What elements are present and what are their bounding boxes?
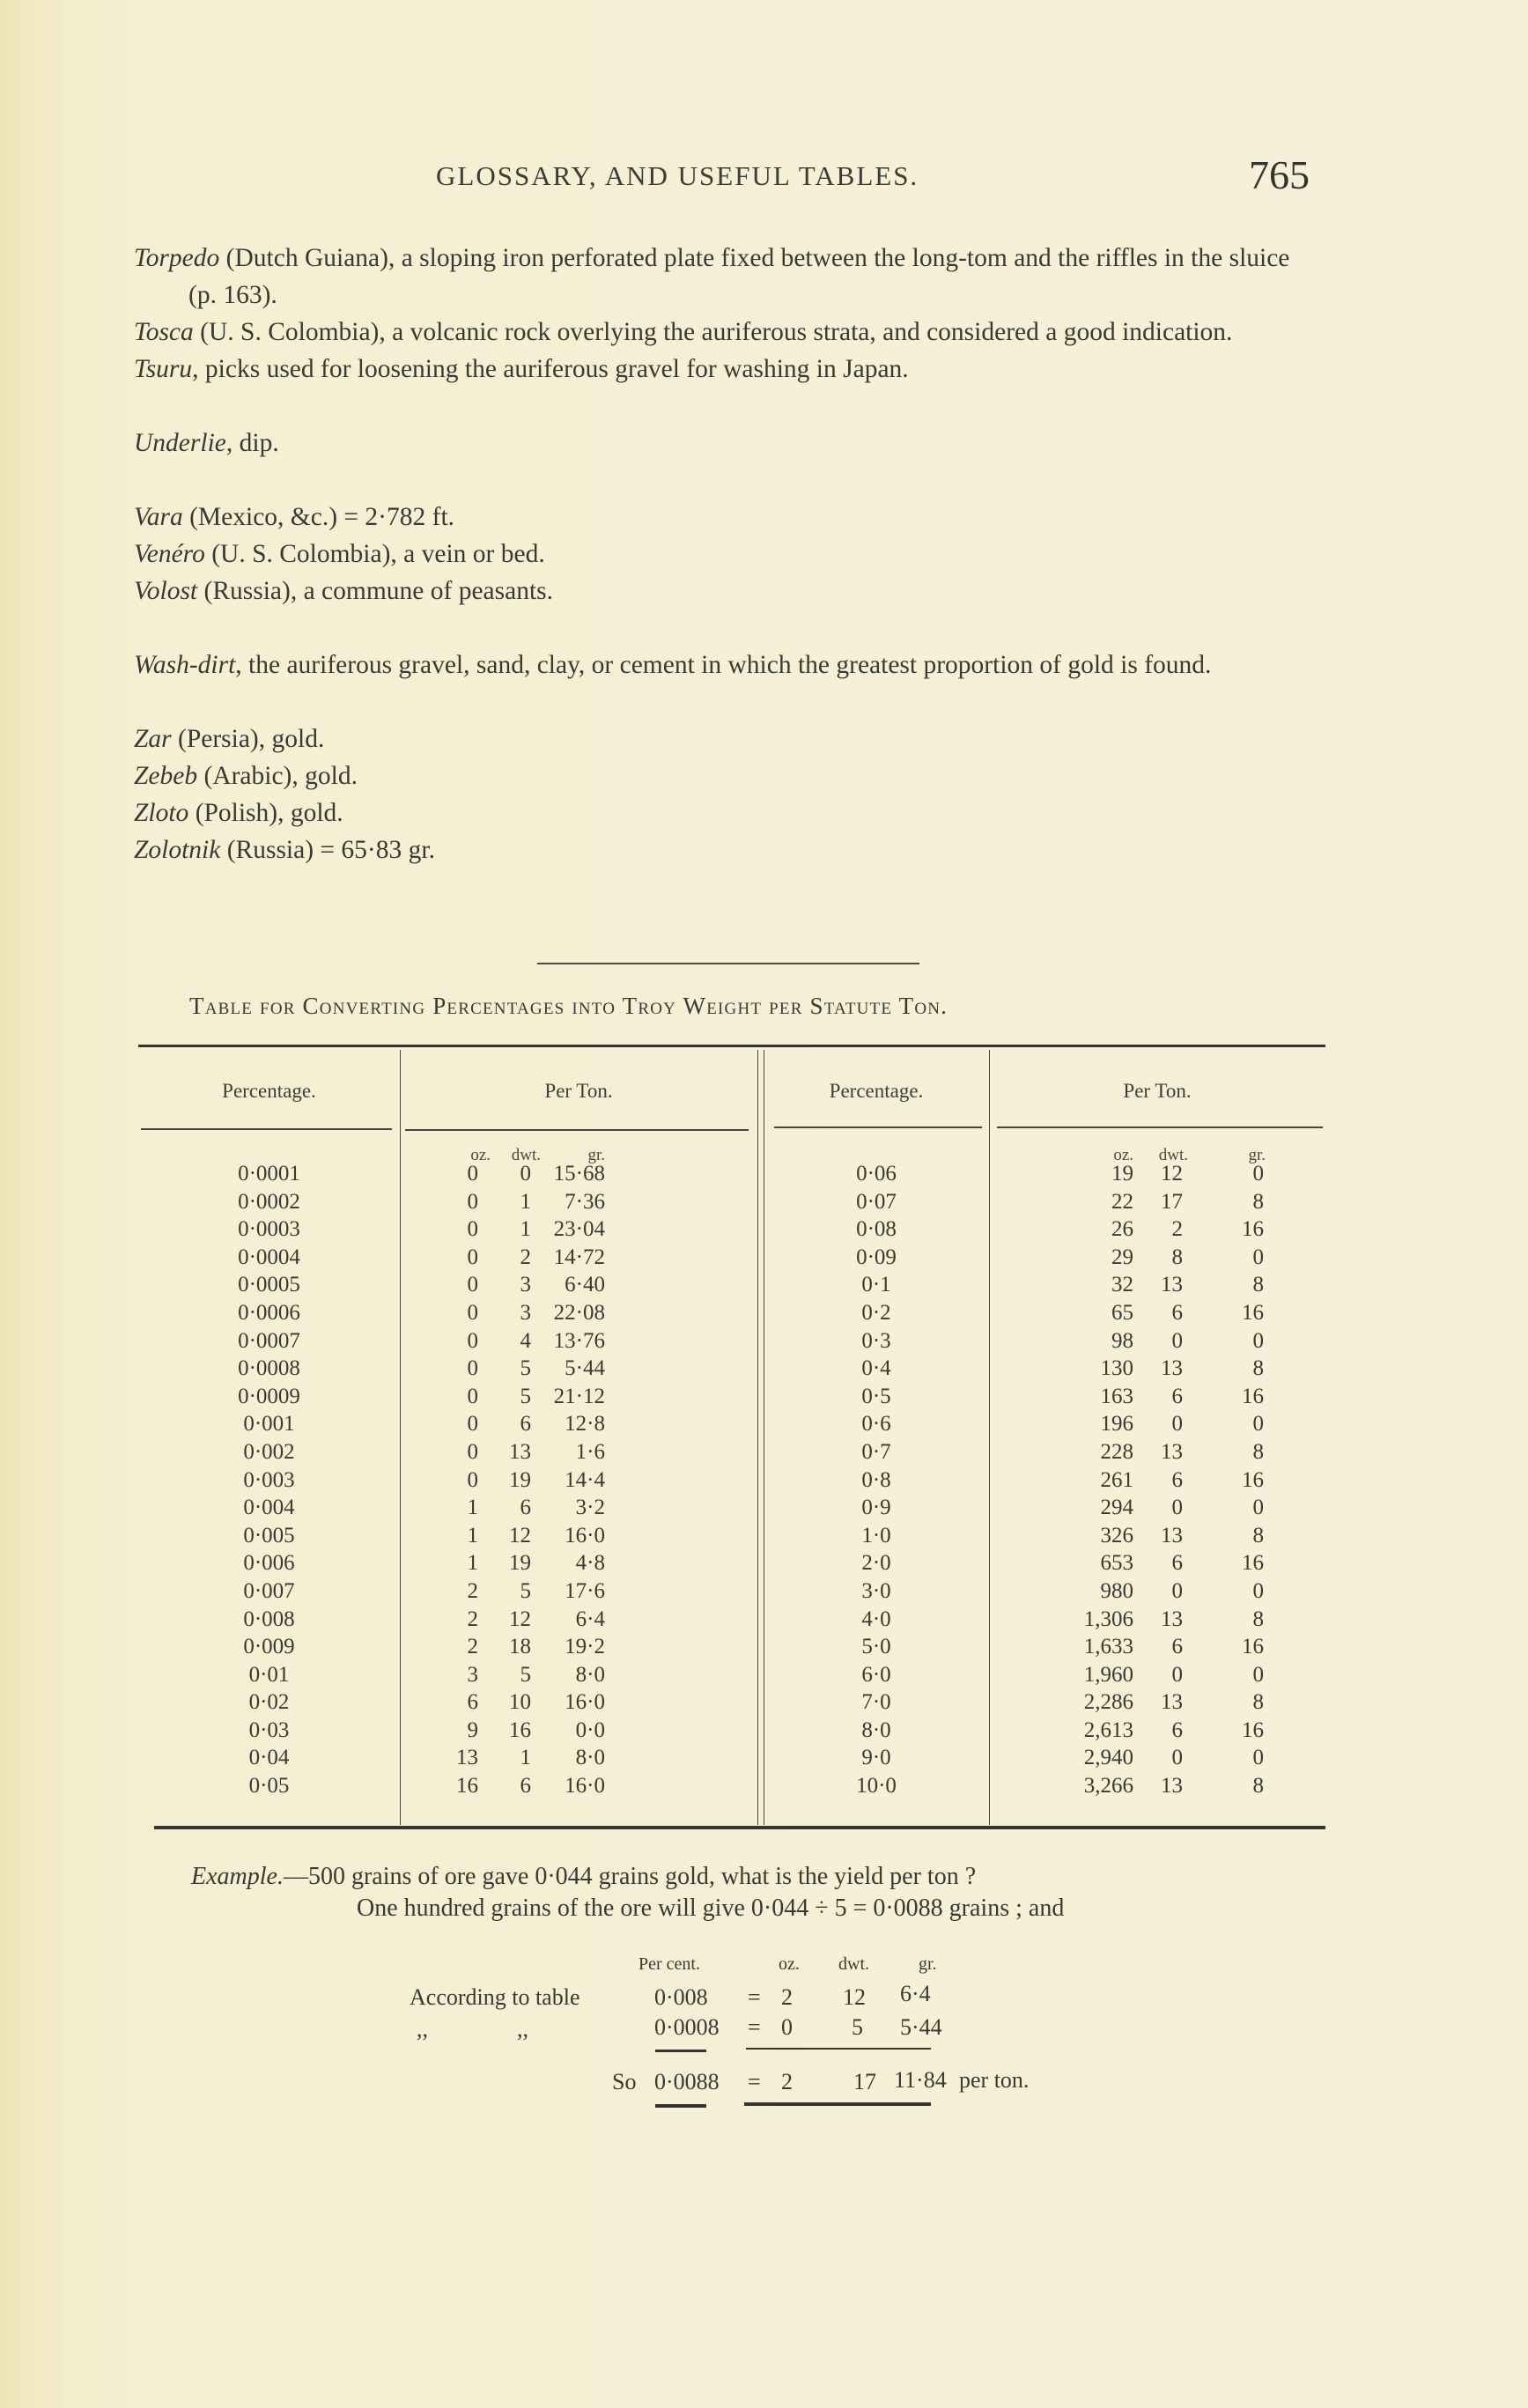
glossary-term: Tosca bbox=[134, 318, 194, 346]
cell-percentage: 7·0 bbox=[861, 1690, 891, 1715]
header-rule bbox=[774, 1126, 982, 1128]
cell-oz: 2 bbox=[467, 1578, 478, 1603]
cell-oz: 0 bbox=[467, 1300, 478, 1325]
cell-gr: 6·4 bbox=[575, 1607, 605, 1631]
cell-dwt: 0 bbox=[1171, 1412, 1183, 1437]
cell-oz: 0 bbox=[467, 1356, 478, 1381]
cell-oz: 326 bbox=[1100, 1523, 1133, 1547]
calc-row1-oz: 2 bbox=[781, 1984, 793, 2010]
cell-oz: 16 bbox=[456, 1774, 478, 1799]
cell-gr: 8·0 bbox=[575, 1746, 605, 1770]
table-title: Table for Converting Percentages into Troy Weight per Statute Ton. bbox=[189, 993, 949, 1019]
unit-dwt: dwt. bbox=[511, 1146, 541, 1164]
calc-row2-dwt: 5 bbox=[852, 2014, 863, 2040]
cell-dwt: 5 bbox=[520, 1578, 531, 1603]
header-rule bbox=[405, 1129, 749, 1131]
cell-gr: 8 bbox=[1252, 1356, 1264, 1381]
calc-row3-oz: 2 bbox=[781, 2069, 793, 2094]
glossary-list bbox=[134, 240, 1318, 868]
running-head: GLOSSARY, AND USEFUL TABLES. bbox=[436, 160, 919, 191]
right-dwt-column bbox=[1142, 1160, 1183, 1800]
glossary-term: Vara bbox=[134, 503, 183, 531]
cell-dwt: 8 bbox=[1171, 1245, 1183, 1269]
cell-percentage: 0·4 bbox=[861, 1356, 891, 1381]
header-per-ton-right: Per Ton. bbox=[1123, 1080, 1192, 1102]
cell-dwt: 5 bbox=[520, 1384, 531, 1408]
cell-percentage: 0·3 bbox=[861, 1328, 891, 1353]
header-percentage-left: Percentage. bbox=[222, 1080, 316, 1102]
glossary-definition: , dip. bbox=[225, 429, 279, 457]
header-rule bbox=[141, 1128, 392, 1130]
cell-gr: 14·72 bbox=[553, 1245, 605, 1269]
cell-oz: 2,613 bbox=[1083, 1717, 1133, 1742]
cell-percentage: 8·0 bbox=[861, 1717, 891, 1742]
calc-row1-gr: 6·4 bbox=[900, 1981, 931, 2006]
cell-dwt: 1 bbox=[520, 1217, 531, 1242]
ditto-mark: ,, bbox=[517, 2016, 528, 2042]
cell-dwt: 13 bbox=[1161, 1690, 1183, 1715]
cell-oz: 0 bbox=[467, 1328, 478, 1353]
cell-percentage: 0·0005 bbox=[238, 1273, 300, 1297]
cell-oz: 2 bbox=[467, 1635, 478, 1659]
cell-gr: 0 bbox=[1252, 1496, 1264, 1520]
unit-oz: oz. bbox=[1113, 1146, 1133, 1164]
glossary-definition: (Arabic), gold. bbox=[197, 762, 358, 790]
cell-oz: 6 bbox=[467, 1690, 478, 1715]
glossary-term: Zar bbox=[134, 725, 172, 753]
cell-gr: 0 bbox=[1252, 1328, 1264, 1353]
cell-gr: 16·0 bbox=[565, 1774, 605, 1799]
cell-dwt: 2 bbox=[1171, 1217, 1183, 1242]
cell-oz: 98 bbox=[1111, 1328, 1133, 1353]
cell-gr: 17·6 bbox=[565, 1578, 605, 1603]
cell-oz: 0 bbox=[467, 1245, 478, 1269]
cell-percentage: 0·007 bbox=[243, 1578, 295, 1603]
ditto-mark: ,, bbox=[417, 2016, 428, 2042]
table-bottom-rule bbox=[154, 1826, 1325, 1829]
glossary-definition: , the auriferous gravel, sand, clay, or cement in which the greatest proportion of gold is found. bbox=[235, 651, 1212, 679]
cell-gr: 8 bbox=[1252, 1189, 1264, 1214]
column-divider bbox=[989, 1050, 990, 1825]
unit-oz: oz. bbox=[470, 1146, 491, 1164]
cell-gr: 12·8 bbox=[565, 1412, 605, 1437]
cell-percentage: 0·01 bbox=[248, 1662, 290, 1687]
cell-dwt: 10 bbox=[509, 1690, 531, 1715]
cell-oz: 1,633 bbox=[1083, 1635, 1133, 1659]
cell-gr: 5·44 bbox=[565, 1356, 605, 1381]
cell-oz: 0 bbox=[467, 1467, 478, 1492]
cell-oz: 2,286 bbox=[1083, 1690, 1133, 1715]
cell-dwt: 6 bbox=[520, 1496, 531, 1520]
cell-oz: 228 bbox=[1100, 1439, 1133, 1464]
cell-dwt: 5 bbox=[520, 1356, 531, 1381]
cell-dwt: 6 bbox=[1171, 1551, 1183, 1576]
cell-dwt: 1 bbox=[520, 1189, 531, 1214]
cell-oz: 19 bbox=[1111, 1162, 1133, 1186]
cell-gr: 0 bbox=[1252, 1412, 1264, 1437]
cell-oz: 9 bbox=[467, 1717, 478, 1742]
cell-gr: 16 bbox=[1242, 1717, 1264, 1742]
cell-percentage: 0·07 bbox=[856, 1189, 897, 1214]
cell-dwt: 0 bbox=[520, 1162, 531, 1186]
glossary-definition: , picks used for loosening the auriferous gravel for washing in Japan. bbox=[192, 355, 909, 383]
cell-percentage: 0·002 bbox=[243, 1439, 295, 1464]
cell-gr: 0 bbox=[1252, 1578, 1264, 1603]
calc-row1-equals: = bbox=[748, 1984, 761, 2010]
cell-gr: 0 bbox=[1252, 1662, 1264, 1687]
column-divider bbox=[400, 1050, 401, 1825]
right-percentage-column bbox=[764, 1160, 989, 1800]
cell-dwt: 19 bbox=[509, 1467, 531, 1492]
calc-row1-dwt: 12 bbox=[843, 1984, 866, 2010]
cell-percentage: 0·0004 bbox=[238, 1245, 300, 1269]
example-question: —500 grains of ore gave 0·044 grains gold, what is the yield per ton ? bbox=[283, 1863, 977, 1890]
cell-dwt: 3 bbox=[520, 1300, 531, 1325]
cell-oz: 653 bbox=[1100, 1551, 1133, 1576]
cell-percentage: 0·1 bbox=[861, 1273, 891, 1297]
cell-oz: 1,960 bbox=[1083, 1662, 1133, 1687]
cell-dwt: 6 bbox=[1171, 1300, 1183, 1325]
cell-percentage: 6·0 bbox=[861, 1662, 891, 1687]
cell-gr: 16 bbox=[1242, 1217, 1264, 1242]
cell-oz: 29 bbox=[1111, 1245, 1133, 1269]
cell-oz: 1 bbox=[467, 1523, 478, 1547]
cell-percentage: 0·5 bbox=[861, 1384, 891, 1408]
cell-oz: 0 bbox=[467, 1412, 478, 1437]
cell-dwt: 1 bbox=[520, 1746, 531, 1770]
cell-percentage: 9·0 bbox=[861, 1746, 891, 1770]
cell-dwt: 6 bbox=[1171, 1717, 1183, 1742]
cell-percentage: 4·0 bbox=[861, 1607, 891, 1631]
calc-row1-percent: 0·008 bbox=[654, 1984, 708, 2010]
cell-dwt: 6 bbox=[1171, 1384, 1183, 1408]
glossary-term: Venéro bbox=[134, 540, 205, 568]
cell-percentage: 2·0 bbox=[861, 1551, 891, 1576]
section-divider bbox=[537, 963, 919, 964]
cell-oz: 261 bbox=[1100, 1467, 1133, 1492]
cell-gr: 14·4 bbox=[565, 1467, 605, 1492]
left-dwt-column bbox=[491, 1160, 531, 1800]
glossary-entry bbox=[134, 240, 1318, 314]
total-rule bbox=[655, 2104, 706, 2108]
cell-dwt: 18 bbox=[509, 1635, 531, 1659]
calc-row3-gr: 11·84 bbox=[894, 2067, 947, 2093]
unit-gr: gr. bbox=[1248, 1146, 1266, 1164]
glossary-definition: (U. S. Colombia), a volcanic rock overlying the auriferous strata, and considered a good indication. bbox=[193, 318, 1233, 346]
cell-dwt: 6 bbox=[520, 1412, 531, 1437]
cell-gr: 23·04 bbox=[553, 1217, 605, 1242]
cell-dwt: 3 bbox=[520, 1273, 531, 1297]
column-divider-double bbox=[757, 1050, 758, 1825]
total-rule bbox=[744, 2102, 931, 2106]
cell-oz: 196 bbox=[1100, 1412, 1133, 1437]
cell-oz: 0 bbox=[467, 1217, 478, 1242]
cell-oz: 22 bbox=[1111, 1189, 1133, 1214]
glossary-entry bbox=[134, 831, 1318, 868]
example-line-1 bbox=[191, 1863, 976, 1891]
cell-gr: 8 bbox=[1252, 1523, 1264, 1547]
cell-dwt: 12 bbox=[509, 1607, 531, 1631]
cell-gr: 22·08 bbox=[553, 1300, 605, 1325]
calc-header-percent: Per cent. bbox=[639, 1954, 700, 1974]
cell-oz: 0 bbox=[467, 1439, 478, 1464]
cell-percentage: 0·06 bbox=[856, 1162, 897, 1186]
cell-dwt: 13 bbox=[1161, 1273, 1183, 1297]
cell-dwt: 0 bbox=[1171, 1496, 1183, 1520]
cell-oz: 294 bbox=[1100, 1496, 1133, 1520]
cell-percentage: 0·009 bbox=[243, 1635, 295, 1659]
glossary-entry bbox=[134, 425, 1318, 462]
calc-row3-label: So bbox=[612, 2069, 637, 2094]
calc-row2-equals: = bbox=[748, 2014, 761, 2040]
glossary-term: Torpedo bbox=[134, 244, 220, 272]
cell-gr: 16 bbox=[1242, 1551, 1264, 1576]
cell-percentage: 0·0008 bbox=[238, 1356, 300, 1381]
cell-gr: 8 bbox=[1252, 1774, 1264, 1799]
glossary-definition: (Mexico, &c.) = 2·782 ft. bbox=[182, 503, 455, 531]
sum-rule bbox=[655, 2050, 706, 2052]
cell-percentage: 0·7 bbox=[861, 1439, 891, 1464]
cell-oz: 3 bbox=[467, 1662, 478, 1687]
cell-percentage: 3·0 bbox=[861, 1578, 891, 1603]
cell-gr: 16·0 bbox=[565, 1523, 605, 1547]
example-label: Example. bbox=[191, 1863, 284, 1890]
cell-percentage: 5·0 bbox=[861, 1635, 891, 1659]
cell-oz: 1 bbox=[467, 1496, 478, 1520]
cell-dwt: 5 bbox=[520, 1662, 531, 1687]
conversion-table bbox=[138, 1045, 1325, 1834]
calc-row3-percent: 0·0088 bbox=[654, 2069, 720, 2094]
cell-percentage: 0·004 bbox=[243, 1496, 295, 1520]
cell-gr: 0 bbox=[1252, 1162, 1264, 1186]
calc-header-oz: oz. bbox=[779, 1954, 800, 1974]
left-gr-column bbox=[535, 1160, 605, 1800]
glossary-term: Zebeb bbox=[134, 762, 198, 790]
cell-gr: 8 bbox=[1252, 1690, 1264, 1715]
cell-gr: 1·6 bbox=[575, 1439, 605, 1464]
cell-percentage: 0·0007 bbox=[238, 1328, 300, 1353]
glossary-term: Volost bbox=[134, 577, 198, 605]
glossary-definition: (Dutch Guiana), a sloping iron perforated plate fixed between the long-tom and the riffles in the sluice (p. 163). bbox=[188, 244, 1290, 309]
calc-row2-gr: 5·44 bbox=[900, 2014, 942, 2040]
cell-percentage: 0·04 bbox=[248, 1746, 290, 1770]
glossary-definition: (Persia), gold. bbox=[171, 725, 325, 753]
cell-dwt: 12 bbox=[1161, 1162, 1183, 1186]
glossary-entry bbox=[134, 536, 1318, 572]
glossary-entry bbox=[134, 757, 1318, 794]
cell-gr: 6·40 bbox=[565, 1273, 605, 1297]
cell-gr: 13·76 bbox=[553, 1328, 605, 1353]
cell-percentage: 0·0001 bbox=[238, 1162, 300, 1186]
cell-dwt: 19 bbox=[509, 1551, 531, 1576]
cell-oz: 0 bbox=[467, 1189, 478, 1214]
cell-gr: 8·0 bbox=[575, 1662, 605, 1687]
cell-dwt: 13 bbox=[1161, 1607, 1183, 1631]
cell-percentage: 0·9 bbox=[861, 1496, 891, 1520]
cell-gr: 16·0 bbox=[565, 1690, 605, 1715]
glossary-entry bbox=[134, 794, 1318, 831]
cell-dwt: 13 bbox=[1161, 1356, 1183, 1381]
header-percentage-right: Percentage. bbox=[829, 1080, 924, 1102]
cell-percentage: 0·001 bbox=[243, 1412, 295, 1437]
cell-gr: 3·2 bbox=[575, 1496, 605, 1520]
cell-oz: 0 bbox=[467, 1162, 478, 1186]
glossary-definition: (Polish), gold. bbox=[188, 799, 343, 827]
cell-oz: 1,306 bbox=[1083, 1607, 1133, 1631]
glossary-entry bbox=[134, 499, 1318, 536]
cell-percentage: 0·05 bbox=[248, 1774, 290, 1799]
example-line-2: One hundred grains of the ore will give 0·044 ÷ 5 = 0·0088 grains ; and bbox=[357, 1895, 1065, 1922]
cell-dwt: 2 bbox=[520, 1245, 531, 1269]
cell-gr: 16 bbox=[1242, 1467, 1264, 1492]
cell-dwt: 6 bbox=[1171, 1467, 1183, 1492]
cell-dwt: 13 bbox=[1161, 1439, 1183, 1464]
glossary-entry bbox=[134, 314, 1318, 351]
calc-row2-percent: 0·0008 bbox=[654, 2014, 720, 2040]
table-top-rule bbox=[138, 1045, 1325, 1047]
glossary-entry bbox=[134, 646, 1318, 683]
cell-gr: 16 bbox=[1242, 1300, 1264, 1325]
cell-oz: 2 bbox=[467, 1607, 478, 1631]
cell-dwt: 6 bbox=[1171, 1635, 1183, 1659]
cell-gr: 19·2 bbox=[565, 1635, 605, 1659]
cell-dwt: 0 bbox=[1171, 1662, 1183, 1687]
cell-gr: 0·0 bbox=[575, 1717, 605, 1742]
cell-percentage: 0·2 bbox=[861, 1300, 891, 1325]
cell-gr: 7·36 bbox=[565, 1189, 605, 1214]
cell-percentage: 1·0 bbox=[861, 1523, 891, 1547]
cell-oz: 2,940 bbox=[1083, 1746, 1133, 1770]
cell-dwt: 12 bbox=[509, 1523, 531, 1547]
cell-oz: 1 bbox=[467, 1551, 478, 1576]
cell-percentage: 0·0002 bbox=[238, 1189, 300, 1214]
glossary-definition: (Russia), a commune of peasants. bbox=[197, 577, 554, 605]
cell-oz: 163 bbox=[1100, 1384, 1133, 1408]
cell-dwt: 0 bbox=[1171, 1328, 1183, 1353]
cell-oz: 980 bbox=[1100, 1578, 1133, 1603]
cell-percentage: 0·0006 bbox=[238, 1300, 300, 1325]
cell-dwt: 0 bbox=[1171, 1746, 1183, 1770]
cell-percentage: 0·6 bbox=[861, 1412, 891, 1437]
cell-dwt: 16 bbox=[509, 1717, 531, 1742]
cell-gr: 15·68 bbox=[553, 1162, 605, 1186]
header-rule bbox=[997, 1126, 1323, 1128]
cell-oz: 3,266 bbox=[1083, 1774, 1133, 1799]
cell-dwt: 13 bbox=[509, 1439, 531, 1464]
glossary-entry bbox=[134, 351, 1318, 388]
cell-percentage: 0·0003 bbox=[238, 1217, 300, 1242]
cell-gr: 16 bbox=[1242, 1384, 1264, 1408]
cell-dwt: 4 bbox=[520, 1328, 531, 1353]
glossary-term: Tsuru bbox=[134, 355, 193, 383]
glossary-term: Zloto bbox=[134, 799, 189, 827]
cell-gr: 8 bbox=[1252, 1273, 1264, 1297]
cell-dwt: 0 bbox=[1171, 1578, 1183, 1603]
glossary-term: Underlie bbox=[134, 429, 226, 457]
cell-oz: 0 bbox=[467, 1384, 478, 1408]
cell-percentage: 0·003 bbox=[243, 1467, 295, 1492]
cell-gr: 8 bbox=[1252, 1439, 1264, 1464]
cell-percentage: 10·0 bbox=[856, 1774, 897, 1799]
cell-dwt: 17 bbox=[1161, 1189, 1183, 1214]
cell-percentage: 0·006 bbox=[243, 1551, 295, 1576]
left-percentage-column bbox=[138, 1160, 400, 1800]
right-gr-column bbox=[1213, 1160, 1264, 1800]
sum-rule bbox=[746, 2048, 931, 2050]
cell-gr: 8 bbox=[1252, 1607, 1264, 1631]
calc-row2-oz: 0 bbox=[781, 2014, 793, 2040]
glossary-entry bbox=[134, 572, 1318, 609]
cell-oz: 0 bbox=[467, 1273, 478, 1297]
cell-gr: 0 bbox=[1252, 1245, 1264, 1269]
cell-percentage: 0·08 bbox=[856, 1217, 897, 1242]
calc-row3-equals: = bbox=[748, 2069, 761, 2094]
cell-percentage: 0·03 bbox=[248, 1717, 290, 1742]
cell-dwt: 6 bbox=[520, 1774, 531, 1799]
cell-oz: 130 bbox=[1100, 1356, 1133, 1381]
glossary-term: Wash-dirt bbox=[134, 651, 236, 679]
cell-gr: 0 bbox=[1252, 1746, 1264, 1770]
calc-row3-dwt: 17 bbox=[853, 2069, 876, 2094]
cell-oz: 26 bbox=[1111, 1217, 1133, 1242]
cell-dwt: 13 bbox=[1161, 1774, 1183, 1799]
page-number: 765 bbox=[1249, 152, 1310, 197]
cell-percentage: 0·0009 bbox=[238, 1384, 300, 1408]
glossary-term: Zolotnik bbox=[134, 836, 221, 864]
calc-row3-suffix: per ton. bbox=[959, 2067, 1030, 2093]
calc-header-dwt: dwt. bbox=[838, 1954, 869, 1974]
left-oz-column bbox=[438, 1160, 478, 1800]
cell-percentage: 0·09 bbox=[856, 1245, 897, 1269]
glossary-entry bbox=[134, 720, 1318, 757]
cell-oz: 32 bbox=[1111, 1273, 1133, 1297]
header-per-ton-left: Per Ton. bbox=[544, 1080, 613, 1102]
cell-gr: 16 bbox=[1242, 1635, 1264, 1659]
cell-percentage: 0·005 bbox=[243, 1523, 295, 1547]
cell-gr: 21·12 bbox=[553, 1384, 605, 1408]
cell-percentage: 0·02 bbox=[248, 1690, 290, 1715]
cell-oz: 65 bbox=[1111, 1300, 1133, 1325]
cell-oz: 13 bbox=[456, 1746, 478, 1770]
unit-dwt: dwt. bbox=[1158, 1146, 1188, 1164]
unit-gr: gr. bbox=[587, 1146, 605, 1164]
calc-header-gr: gr. bbox=[919, 1954, 937, 1974]
glossary-definition: (Russia) = 65·83 gr. bbox=[220, 836, 435, 864]
right-oz-column bbox=[1054, 1160, 1133, 1800]
cell-gr: 4·8 bbox=[575, 1551, 605, 1576]
calc-row1-label: According to table bbox=[410, 1984, 580, 2010]
glossary-definition: (U. S. Colombia), a vein or bed. bbox=[204, 540, 545, 568]
cell-dwt: 13 bbox=[1161, 1523, 1183, 1547]
cell-percentage: 0·8 bbox=[861, 1467, 891, 1492]
cell-percentage: 0·008 bbox=[243, 1607, 295, 1631]
